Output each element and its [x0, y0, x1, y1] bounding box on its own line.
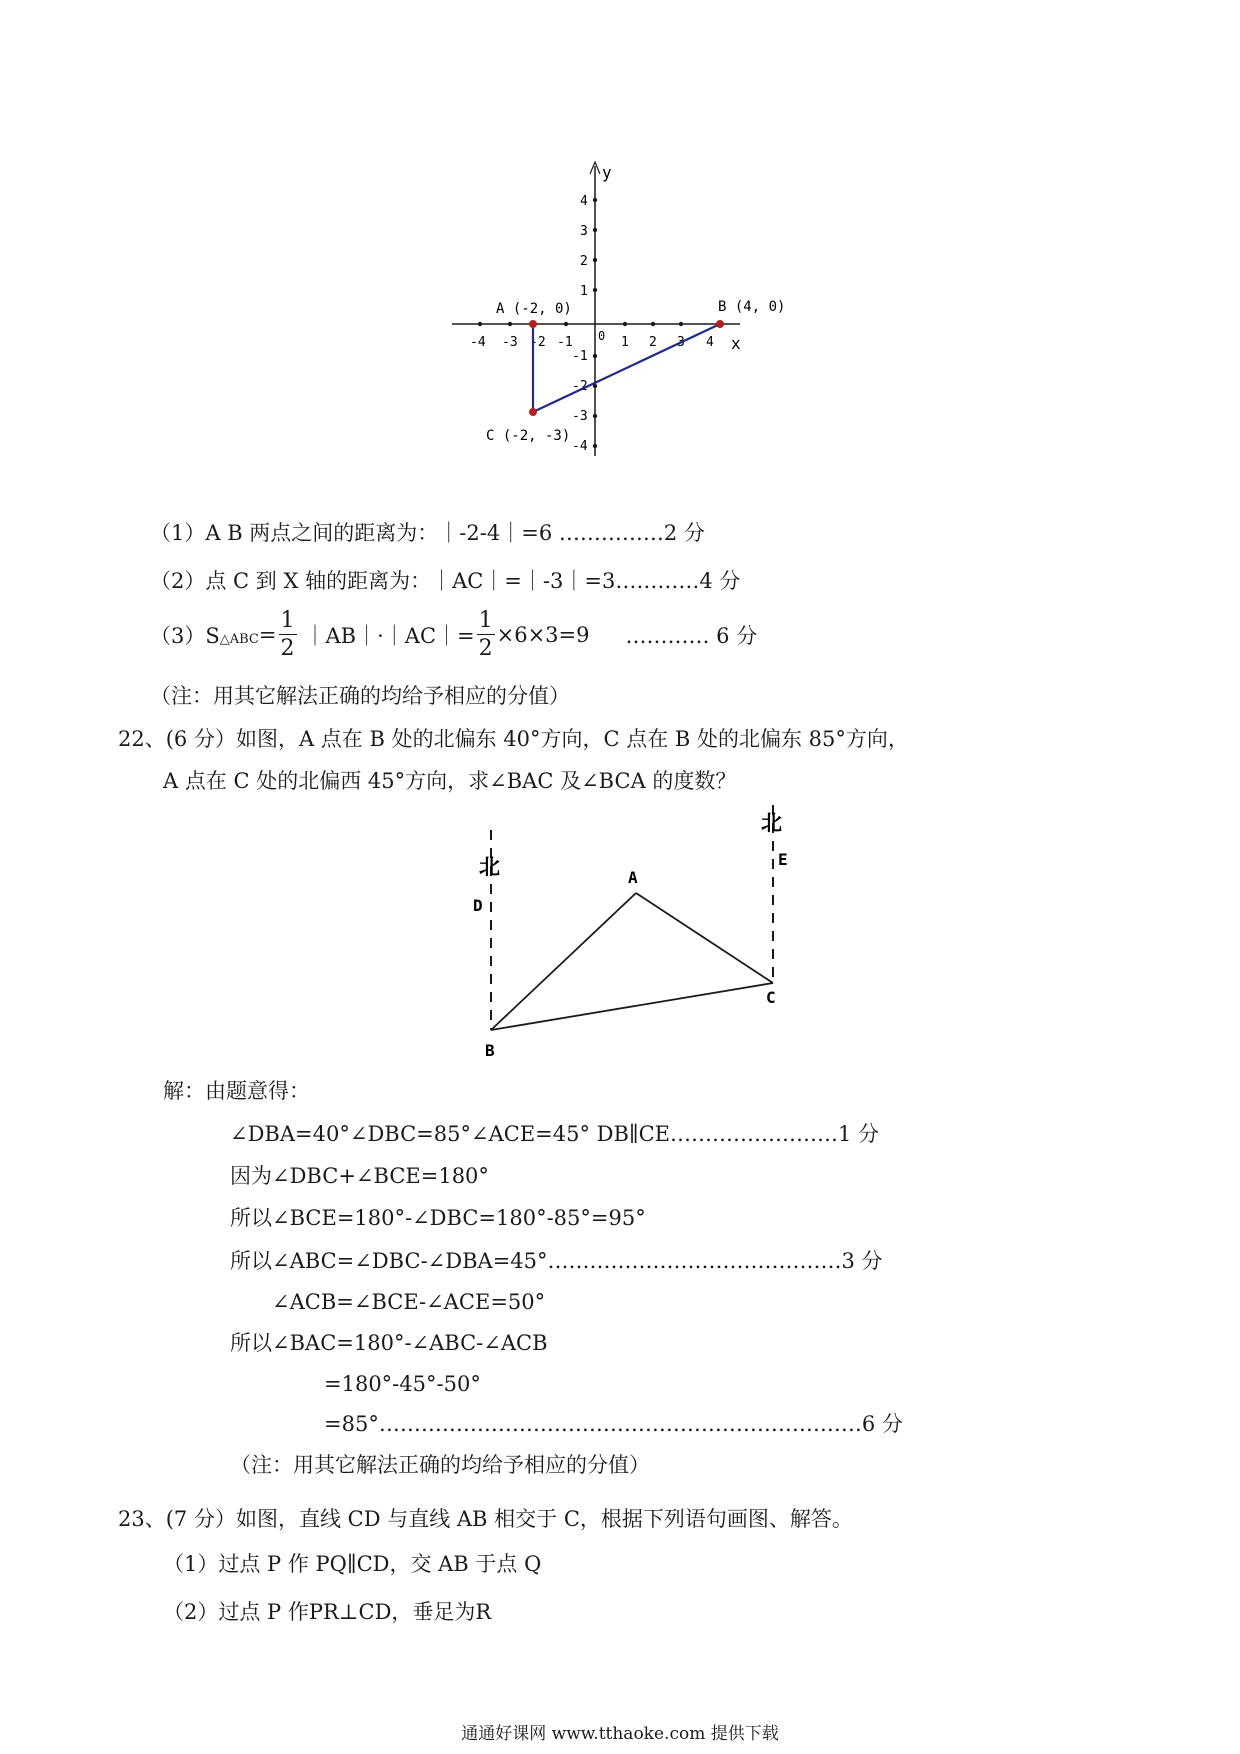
q22-solution-line: 所以∠BCE=180°-∠DBC=180°-85°=95°	[230, 1206, 646, 1230]
coordinate-figure	[440, 160, 820, 460]
y-axis-label: y	[602, 163, 612, 182]
y-tick-label: -4	[572, 439, 588, 454]
label-b: B	[485, 1041, 495, 1060]
point-b-label: B (4, 0)	[718, 299, 786, 315]
point-c	[529, 408, 537, 416]
q22-solution-line: 因为∠DBC+∠BCE=180°	[230, 1164, 489, 1188]
q23-part1: （1）过点 P 作 PQ∥CD，交 AB 于点 Q	[163, 1552, 542, 1576]
q22-solution-intro: 解：由题意得：	[163, 1079, 310, 1103]
q22-solution-line: =85°……………………………………………………………6 分	[324, 1412, 903, 1436]
y-tick-label: -1	[572, 349, 588, 364]
y-tick-label: 3	[580, 224, 588, 239]
y-tick-label: -3	[572, 409, 588, 424]
q21-note: （注：用其它解法正确的均给予相应的分值）	[150, 684, 570, 708]
fraction-numerator: 1	[478, 608, 493, 633]
fraction-numerator: 1	[280, 608, 295, 633]
q22-question-line1: 22、(6 分）如图，A 点在 B 处的北偏东 40°方向，C 点在 B 处的北偏东 85°方向，	[118, 727, 909, 751]
q23-part2: （2）过点 P 作PR⊥CD，垂足为R	[163, 1600, 492, 1624]
q21-part3-prefix: （3）S	[150, 624, 220, 648]
segment-ac	[636, 893, 773, 983]
x-tick-label: 1	[621, 335, 629, 350]
x-tick-label: 2	[649, 335, 657, 350]
page-footer: 通通好课网 www.tthaoke.com 提供下载	[461, 1724, 779, 1744]
point-b	[716, 320, 724, 328]
q22-solution-line: ∠DBA=40°∠DBC=85°∠ACE=45° DB∥CE……………………1 分	[230, 1122, 880, 1146]
fraction-denominator: 2	[280, 636, 295, 661]
label-e: E	[778, 850, 788, 869]
q21-part2: （2）点 C 到 X 轴的距离为：｜AC｜=｜-3｜=3…………4 分	[150, 569, 741, 593]
fraction-denominator: 2	[478, 636, 493, 661]
label-a: A	[628, 868, 638, 887]
q21-part3	[150, 610, 757, 660]
label-c: C	[766, 988, 776, 1007]
q22-solution-line: 所以∠BAC=180°-∠ABC-∠ACB	[230, 1331, 548, 1355]
q21-part3-mid: ｜AB｜·｜AC｜=	[304, 624, 475, 648]
point-a	[529, 320, 537, 328]
x-tick-label: 3	[677, 335, 685, 350]
q21-part3-equals: =	[258, 623, 277, 647]
q22-solution-line: 所以∠ABC=∠DBC-∠DBA=45°……………………………………3 分	[230, 1249, 883, 1273]
q21-part1: （1）A B 两点之间的距离为：｜-2-4｜=6 ……………2 分	[150, 521, 705, 545]
x-tick-label: -3	[502, 335, 518, 350]
x-tick-label: 0	[598, 329, 606, 343]
fraction-half	[477, 610, 495, 660]
y-tick-label: 4	[580, 194, 588, 209]
fraction-half	[279, 610, 297, 660]
point-c-label: C (-2, -3)	[486, 428, 571, 444]
x-axis-label: x	[731, 334, 741, 353]
y-tick-label: -2	[572, 379, 588, 394]
point-a-label: A (-2, 0)	[496, 301, 572, 317]
x-tick-label: -4	[470, 335, 486, 350]
x-tick-label: 4	[706, 335, 714, 350]
q21-part3-end: ×6×3=9	[496, 623, 590, 647]
north-label-right: 北	[761, 811, 782, 835]
q22-note: （注：用其它解法正确的均给予相应的分值）	[230, 1453, 650, 1477]
q21-part3-score: ………… 6 分	[625, 624, 758, 648]
x-tick-label: -1	[557, 335, 573, 350]
q23-question: 23、(7 分）如图，直线 CD 与直线 AB 相交于 C，根据下列语句画图、解答。	[118, 1507, 853, 1531]
y-tick-label: 2	[580, 254, 588, 269]
q22-solution-line: =180°-45°-50°	[324, 1372, 481, 1396]
q22-question-line2: A 点在 C 处的北偏西 45°方向，求∠BAC 及∠BCA 的度数？	[163, 769, 737, 793]
q21-part3-subscript: △ABC	[219, 631, 259, 647]
x-tick-label: -2	[530, 335, 546, 350]
north-label-left: 北	[479, 855, 500, 879]
q22-solution-line: ∠ACB=∠BCE-∠ACE=50°	[272, 1290, 546, 1314]
y-tick-label: 1	[580, 284, 588, 299]
label-d: D	[473, 896, 483, 915]
bearing-figure	[460, 800, 820, 1065]
